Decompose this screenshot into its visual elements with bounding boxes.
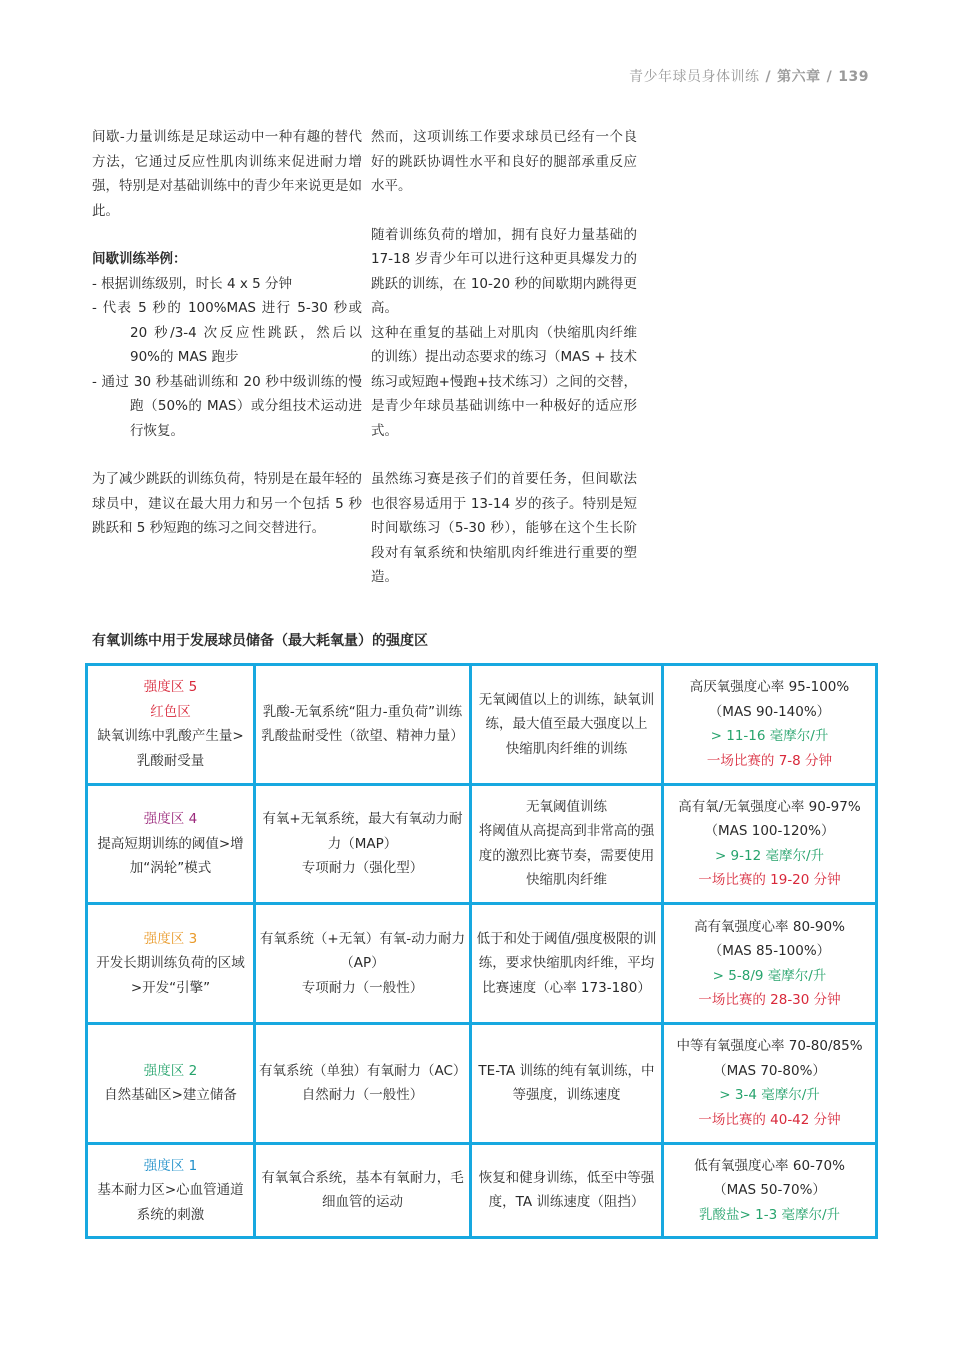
zone-description: 基本耐力区>心血管通道系统的刺激 (97, 1182, 244, 1223)
system-cell (255, 784, 471, 904)
match-duration: 一场比赛的 7-8 分钟 (706, 752, 833, 769)
zone-label: 强度区 5 (143, 679, 198, 696)
page-number: 139 (838, 69, 869, 85)
examples-list (92, 272, 362, 444)
training-cell (471, 1023, 663, 1143)
right-column (371, 125, 637, 590)
intensity-zone-table (85, 663, 878, 1239)
header-separator: / (765, 69, 772, 85)
training-text: 将阈值从高提高到非常高的强度的激烈比赛节奏，需要使用快缩肌肉纤维 (478, 823, 655, 889)
header-separator-2: / (826, 69, 833, 85)
heart-rate: 中等有氧强度心率 70-80/85% (676, 1038, 863, 1055)
zone-description: 提高短期训练的阈值>增加“涡轮”模式 (97, 835, 244, 877)
left-column (92, 125, 362, 541)
training-text: 低于和处于阈值/强度极限的训练，要求快缩肌肉纤维，平均比赛速度（心率 173-180） (476, 930, 657, 996)
zone-cell (87, 665, 255, 785)
system-text: 乳酸-无氧系统“阻力-重负荷”训练 (262, 703, 463, 720)
mas-range: （MAS 50-70%） (713, 1182, 826, 1198)
zone-label: 强度区 3 (143, 930, 198, 947)
zone-description: 缺氧训练中乳酸产生量>乳酸耐受量 (97, 728, 244, 769)
lactate-value: > 3-4 毫摩尔/升 (719, 1087, 820, 1104)
system-text: 有氧+无氧系统，最大有氧动力耐力（MAP） (262, 811, 463, 852)
heart-rate: 低有氧强度心率 60-70% (694, 1157, 845, 1174)
training-cell (471, 665, 663, 785)
system-cell (255, 1023, 471, 1143)
table-row (87, 1023, 877, 1143)
system-text: 自然耐力（一般性） (301, 1087, 424, 1104)
metrics-cell (663, 904, 877, 1024)
zone-label: 强度区 2 (143, 1062, 198, 1079)
zone-cell (87, 1023, 255, 1143)
mas-range: （MAS 70-80%） (713, 1062, 826, 1079)
training-text: 快缩肌肉纤维的训练 (505, 740, 628, 757)
mas-range: （MAS 100-120%） (704, 823, 835, 840)
table-row (87, 1143, 877, 1238)
system-text: 专项耐力（强化型） (301, 860, 424, 877)
system-text: 有氧系统（+无氧）有氧-动力耐力（AP） (259, 930, 466, 972)
table-row (87, 904, 877, 1024)
book-title: 青少年球员身体训练 (629, 69, 760, 85)
training-text: TE-TA 训练的纯有氧训练，中等强度，训练速度 (478, 1062, 655, 1104)
zone-cell (87, 784, 255, 904)
zone-label: 强度区 4 (143, 811, 198, 828)
paragraph: 虽然练习赛是孩子们的首要任务，但间歇法也很容易适用于 13-14 岁的孩子。特别是短时间歇练习（5-30 秒），能够在这个生长阶段对有氧系统和快缩肌肉纤维进行重要的塑造。 (371, 471, 637, 585)
intro-paragraph: 间歇-力量训练是足球运动中一种有趣的替代方法，它通过反应性肌肉训练来促进耐力增强，特别是对基础训练中的青少年来说更是如此。 (92, 129, 362, 219)
running-header (629, 66, 869, 86)
zone-sublabel: 红色区 (150, 703, 191, 720)
training-cell (471, 904, 663, 1024)
list-item: - 代表 5 秒的 100%MAS 进行 5-30 秒或 20 秒/3-4 次反应性跳跃，然后以 90%的 MAS 跑步 (92, 300, 362, 365)
mas-range: （MAS 90-140%） (708, 703, 831, 720)
system-text: 有氧系统（单独）有氧耐力（AC） (259, 1062, 467, 1079)
match-duration: 一场比赛的 19-20 分钟 (698, 872, 841, 889)
metrics-cell (663, 784, 877, 904)
chapter-label: 第六章 (777, 69, 821, 85)
system-text: 有氧氧合系统，基本有氧耐力，毛细血管的运动 (261, 1169, 464, 1211)
lactate-value: 乳酸盐> 1-3 毫摩尔/升 (699, 1206, 840, 1223)
paragraph: 随着训练负荷的增加，拥有良好力量基础的 17-18 岁青少年可以进行这种更具爆发力的跳跃的训练，在 10-20 秒的间歇期内跳得更高。 (371, 226, 637, 316)
system-cell (255, 904, 471, 1024)
system-cell (255, 1143, 471, 1238)
metrics-cell (663, 1023, 877, 1143)
zone-cell (87, 904, 255, 1024)
system-text: 乳酸盐耐受性（欲望、精神力量） (261, 728, 464, 745)
table-title: 有氧训练中用于发展球员储备（最大耗氧量）的强度区 (92, 633, 428, 649)
zone-label: 强度区 1 (143, 1157, 198, 1174)
training-text: 无氧阈值训练 (526, 798, 607, 815)
training-text: 无氧阈值以上的训练，缺氧训练，最大值至最大强度以上 (478, 691, 655, 733)
zone-cell (87, 1143, 255, 1238)
training-cell (471, 784, 663, 904)
lactate-value: > 9-12 毫摩尔/升 (714, 847, 825, 864)
table-row (87, 665, 877, 785)
paragraph: 然而，这项训练工作要求球员已经有一个良好的跳跃协调性水平和良好的腿部承重反应水平。 (371, 129, 637, 194)
match-duration: 一场比赛的 40-42 分钟 (698, 1111, 841, 1128)
examples-heading: 间歇训练举例： (92, 251, 187, 267)
lactate-value: > 5-8/9 毫摩尔/升 (712, 967, 827, 984)
zone-description: 自然基础区>建立储备 (104, 1087, 237, 1104)
mas-range: （MAS 85-100%） (708, 943, 831, 960)
heart-rate: 高厌氧强度心率 95-100% (689, 679, 850, 696)
list-item: - 通过 30 秒基础训练和 20 秒中级训练的慢跑（50%的 MAS）或分组技术运动进行恢复。 (92, 373, 362, 439)
heart-rate: 高有氧强度心率 80-90% (694, 918, 845, 935)
lactate-value: > 11-16 毫摩尔/升 (710, 728, 829, 745)
table-row (87, 784, 877, 904)
metrics-cell (663, 1143, 877, 1238)
heart-rate: 高有氧/无氧强度心率 90-97% (678, 798, 861, 815)
closing-paragraph: 为了减少跳跃的训练负荷，特别是在最年轻的球员中，建议在最大用力和另一个包括 5 秒跳跃和 5 秒短跑的练习之间交替进行。 (92, 471, 362, 536)
training-cell (471, 1143, 663, 1238)
match-duration: 一场比赛的 28-30 分钟 (698, 992, 841, 1009)
zone-description: 开发长期训练负荷的区域>开发“引擎” (96, 955, 245, 996)
list-item: - 根据训练级别，时长 4 x 5 分钟 (92, 275, 292, 292)
system-text: 专项耐力（一般性） (301, 979, 424, 996)
paragraph: 这种在重复的基础上对肌肉（快缩肌肉纤维的训练）提出动态要求的练习（MAS + 技术练习或短跑+慢跑+技术练习）之间的交替，是青少年球员基础训练中一种极好的适应形式。 (371, 324, 637, 439)
metrics-cell (663, 665, 877, 785)
system-cell (255, 665, 471, 785)
training-text: 恢复和健身训练，低至中等强度，TA 训练速度（阻挡） (478, 1169, 655, 1211)
